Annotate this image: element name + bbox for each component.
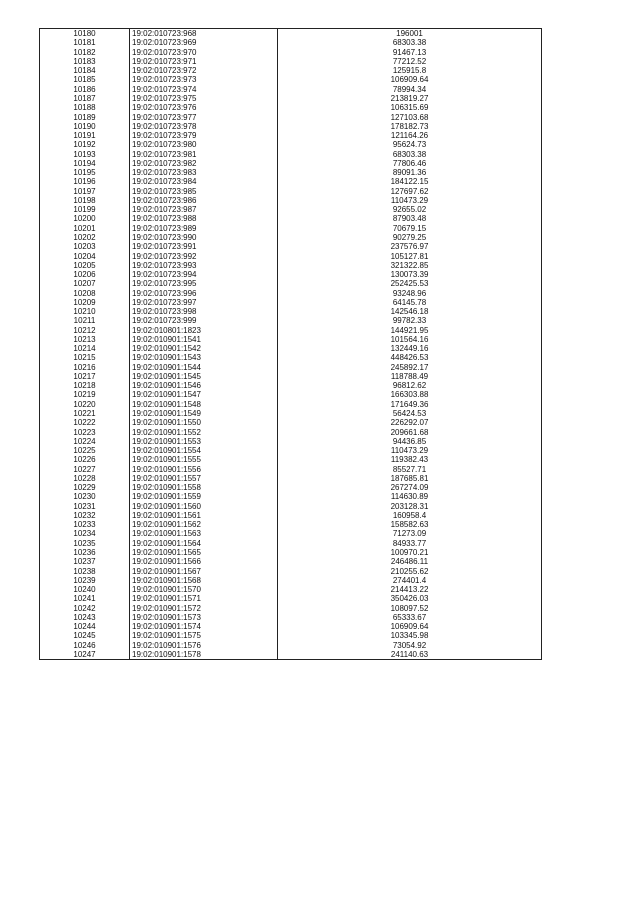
table-row (40, 548, 542, 557)
row-number-cell: 10219 (40, 390, 130, 399)
cadastral-number-cell: 19:02:010723:986 (130, 196, 278, 205)
table-row (40, 641, 542, 650)
row-number-cell: 10239 (40, 576, 130, 585)
document-page (39, 28, 542, 660)
value-cell: 90279.25 (278, 233, 542, 242)
table-row (40, 427, 542, 436)
table-row (40, 483, 542, 492)
value-cell: 132449.16 (278, 344, 542, 353)
value-cell: 118788.49 (278, 372, 542, 381)
value-cell: 246486.11 (278, 557, 542, 566)
cadastral-number-cell: 19:02:010723:970 (130, 48, 278, 57)
cadastral-number-cell: 19:02:010901:1547 (130, 390, 278, 399)
cadastral-number-cell: 19:02:010901:1572 (130, 603, 278, 612)
table-row (40, 529, 542, 538)
cadastral-number-cell: 19:02:010901:1556 (130, 464, 278, 473)
table-row (40, 103, 542, 112)
table-row (40, 363, 542, 372)
value-cell: 196001 (278, 29, 542, 39)
table-row (40, 288, 542, 297)
value-cell: 241140.63 (278, 650, 542, 660)
row-number-cell: 10208 (40, 288, 130, 297)
cadastral-number-cell: 19:02:010901:1553 (130, 437, 278, 446)
cadastral-number-cell: 19:02:010723:972 (130, 66, 278, 75)
cadastral-number-cell: 19:02:010901:1565 (130, 548, 278, 557)
value-cell: 267274.09 (278, 483, 542, 492)
table-row (40, 502, 542, 511)
cadastral-number-cell: 19:02:010901:1546 (130, 381, 278, 390)
cadastral-number-cell: 19:02:010901:1567 (130, 566, 278, 575)
row-number-cell: 10182 (40, 48, 130, 57)
row-number-cell: 10205 (40, 261, 130, 270)
cadastral-number-cell: 19:02:010723:968 (130, 29, 278, 39)
value-cell: 71273.09 (278, 529, 542, 538)
cadastral-number-cell: 19:02:010723:977 (130, 112, 278, 121)
cadastral-number-cell: 19:02:010723:991 (130, 242, 278, 251)
table-row (40, 38, 542, 47)
row-number-cell: 10206 (40, 270, 130, 279)
cadastral-number-cell: 19:02:010901:1542 (130, 344, 278, 353)
value-cell: 73054.92 (278, 641, 542, 650)
table-row (40, 140, 542, 149)
table-row (40, 94, 542, 103)
value-cell: 85527.71 (278, 464, 542, 473)
table-row (40, 455, 542, 464)
value-cell: 142546.18 (278, 307, 542, 316)
value-cell: 178182.73 (278, 122, 542, 131)
table-row (40, 585, 542, 594)
table-row (40, 122, 542, 131)
row-number-cell: 10229 (40, 483, 130, 492)
table-row (40, 511, 542, 520)
cadastral-number-cell: 19:02:010901:1562 (130, 520, 278, 529)
table-row (40, 316, 542, 325)
value-cell: 237576.97 (278, 242, 542, 251)
table-row (40, 390, 542, 399)
row-number-cell: 10225 (40, 446, 130, 455)
row-number-cell: 10186 (40, 85, 130, 94)
row-number-cell: 10180 (40, 29, 130, 39)
row-number-cell: 10193 (40, 149, 130, 158)
row-number-cell: 10215 (40, 353, 130, 362)
table-row (40, 261, 542, 270)
cadastral-number-cell: 19:02:010901:1545 (130, 372, 278, 381)
value-cell: 89091.36 (278, 168, 542, 177)
row-number-cell: 10194 (40, 159, 130, 168)
cadastral-number-cell: 19:02:010901:1564 (130, 539, 278, 548)
value-cell: 70679.15 (278, 224, 542, 233)
value-cell: 127697.62 (278, 187, 542, 196)
table-row (40, 326, 542, 335)
value-cell: 110473.29 (278, 446, 542, 455)
table-row (40, 159, 542, 168)
value-cell: 114630.89 (278, 492, 542, 501)
table-row (40, 29, 542, 39)
row-number-cell: 10247 (40, 650, 130, 660)
value-cell: 93248.96 (278, 288, 542, 297)
table-row (40, 381, 542, 390)
value-cell: 105127.81 (278, 251, 542, 260)
value-cell: 68303.38 (278, 38, 542, 47)
cadastral-number-cell: 19:02:010901:1571 (130, 594, 278, 603)
row-number-cell: 10202 (40, 233, 130, 242)
cadastral-number-cell: 19:02:010723:990 (130, 233, 278, 242)
row-number-cell: 10233 (40, 520, 130, 529)
row-number-cell: 10214 (40, 344, 130, 353)
value-cell: 210255.62 (278, 566, 542, 575)
cadastral-number-cell: 19:02:010901:1575 (130, 631, 278, 640)
value-cell: 101564.16 (278, 335, 542, 344)
row-number-cell: 10184 (40, 66, 130, 75)
row-number-cell: 10204 (40, 251, 130, 260)
table-row (40, 75, 542, 84)
table-row (40, 437, 542, 446)
cadastral-number-cell: 19:02:010723:974 (130, 85, 278, 94)
table-row (40, 520, 542, 529)
value-cell: 68303.38 (278, 149, 542, 158)
cadastral-number-cell: 19:02:010723:994 (130, 270, 278, 279)
row-number-cell: 10191 (40, 131, 130, 140)
row-number-cell: 10242 (40, 603, 130, 612)
table-body (40, 29, 542, 660)
value-cell: 106909.64 (278, 622, 542, 631)
cadastral-number-cell: 19:02:010723:969 (130, 38, 278, 47)
row-number-cell: 10188 (40, 103, 130, 112)
cadastral-number-cell: 19:02:010723:983 (130, 168, 278, 177)
cadastral-number-cell: 19:02:010723:998 (130, 307, 278, 316)
table-row (40, 492, 542, 501)
table-row (40, 335, 542, 344)
cadastral-number-cell: 19:02:010901:1573 (130, 613, 278, 622)
value-cell: 96812.62 (278, 381, 542, 390)
cadastral-number-cell: 19:02:010723:979 (130, 131, 278, 140)
value-cell: 87903.48 (278, 214, 542, 223)
row-number-cell: 10232 (40, 511, 130, 520)
row-number-cell: 10241 (40, 594, 130, 603)
cadastral-number-cell: 19:02:010723:984 (130, 177, 278, 186)
cadastral-number-cell: 19:02:010723:975 (130, 94, 278, 103)
row-number-cell: 10234 (40, 529, 130, 538)
table-row (40, 307, 542, 316)
value-cell: 274401.4 (278, 576, 542, 585)
table-row (40, 298, 542, 307)
value-cell: 187685.81 (278, 474, 542, 483)
cadastral-number-cell: 19:02:010723:995 (130, 279, 278, 288)
row-number-cell: 10245 (40, 631, 130, 640)
cadastral-number-cell: 19:02:010723:989 (130, 224, 278, 233)
table-row (40, 131, 542, 140)
value-cell: 91467.13 (278, 48, 542, 57)
table-row (40, 85, 542, 94)
table-row (40, 539, 542, 548)
table-row (40, 251, 542, 260)
row-number-cell: 10216 (40, 363, 130, 372)
value-cell: 64145.78 (278, 298, 542, 307)
row-number-cell: 10189 (40, 112, 130, 121)
table-row (40, 372, 542, 381)
cadastral-number-cell: 19:02:010901:1541 (130, 335, 278, 344)
cadastral-number-cell: 19:02:010901:1559 (130, 492, 278, 501)
cadastral-number-cell: 19:02:010901:1554 (130, 446, 278, 455)
value-cell: 448426.53 (278, 353, 542, 362)
value-cell: 121164.26 (278, 131, 542, 140)
value-cell: 110473.29 (278, 196, 542, 205)
row-number-cell: 10187 (40, 94, 130, 103)
table-row (40, 196, 542, 205)
cadastral-number-cell: 19:02:010723:992 (130, 251, 278, 260)
cadastral-number-cell: 19:02:010723:973 (130, 75, 278, 84)
row-number-cell: 10230 (40, 492, 130, 501)
cadastral-number-cell: 19:02:010723:981 (130, 149, 278, 158)
row-number-cell: 10228 (40, 474, 130, 483)
cadastral-number-cell: 19:02:010901:1555 (130, 455, 278, 464)
table-row (40, 57, 542, 66)
row-number-cell: 10246 (40, 641, 130, 650)
row-number-cell: 10238 (40, 566, 130, 575)
row-number-cell: 10237 (40, 557, 130, 566)
value-cell: 127103.68 (278, 112, 542, 121)
cadastral-number-cell: 19:02:010901:1576 (130, 641, 278, 650)
cadastral-number-cell: 19:02:010723:996 (130, 288, 278, 297)
row-number-cell: 10198 (40, 196, 130, 205)
table-row (40, 418, 542, 427)
table-row (40, 187, 542, 196)
table-row (40, 622, 542, 631)
table-row (40, 576, 542, 585)
row-number-cell: 10222 (40, 418, 130, 427)
cadastral-number-cell: 19:02:010723:993 (130, 261, 278, 270)
table-row (40, 112, 542, 121)
row-number-cell: 10207 (40, 279, 130, 288)
row-number-cell: 10221 (40, 409, 130, 418)
cadastral-number-cell: 19:02:010901:1550 (130, 418, 278, 427)
cadastral-number-cell: 19:02:010901:1560 (130, 502, 278, 511)
value-cell: 84933.77 (278, 539, 542, 548)
row-number-cell: 10199 (40, 205, 130, 214)
cadastral-number-cell: 19:02:010901:1566 (130, 557, 278, 566)
row-number-cell: 10236 (40, 548, 130, 557)
table-row (40, 603, 542, 612)
cadastral-number-cell: 19:02:010723:976 (130, 103, 278, 112)
cadastral-number-cell: 19:02:010901:1574 (130, 622, 278, 631)
table-row (40, 594, 542, 603)
value-cell: 77212.52 (278, 57, 542, 66)
row-number-cell: 10185 (40, 75, 130, 84)
cadastral-number-cell: 19:02:010723:982 (130, 159, 278, 168)
value-cell: 94436.85 (278, 437, 542, 446)
row-number-cell: 10224 (40, 437, 130, 446)
row-number-cell: 10212 (40, 326, 130, 335)
cadastral-number-cell: 19:02:010901:1563 (130, 529, 278, 538)
value-cell: 252425.53 (278, 279, 542, 288)
row-number-cell: 10209 (40, 298, 130, 307)
value-cell: 184122.15 (278, 177, 542, 186)
cadastral-number-cell: 19:02:010723:985 (130, 187, 278, 196)
cadastral-number-cell: 19:02:010723:999 (130, 316, 278, 325)
value-cell: 203128.31 (278, 502, 542, 511)
value-cell: 226292.07 (278, 418, 542, 427)
value-cell: 245892.17 (278, 363, 542, 372)
value-cell: 213819.27 (278, 94, 542, 103)
value-cell: 350426.03 (278, 594, 542, 603)
table-row (40, 344, 542, 353)
value-cell: 125915.8 (278, 66, 542, 75)
table-row (40, 233, 542, 242)
value-cell: 160958.4 (278, 511, 542, 520)
cadastral-number-cell: 19:02:010723:980 (130, 140, 278, 149)
row-number-cell: 10220 (40, 400, 130, 409)
value-cell: 171649.36 (278, 400, 542, 409)
value-cell: 166303.88 (278, 390, 542, 399)
row-number-cell: 10217 (40, 372, 130, 381)
value-cell: 92655.02 (278, 205, 542, 214)
table-row (40, 566, 542, 575)
table-row (40, 446, 542, 455)
cadastral-number-cell: 19:02:010723:987 (130, 205, 278, 214)
value-cell: 321322.85 (278, 261, 542, 270)
cadastral-number-cell: 19:02:010723:971 (130, 57, 278, 66)
table-row (40, 48, 542, 57)
value-cell: 119382.43 (278, 455, 542, 464)
table-row (40, 464, 542, 473)
cadastral-number-cell: 19:02:010723:997 (130, 298, 278, 307)
row-number-cell: 10201 (40, 224, 130, 233)
row-number-cell: 10240 (40, 585, 130, 594)
value-cell: 65333.67 (278, 613, 542, 622)
row-number-cell: 10218 (40, 381, 130, 390)
row-number-cell: 10227 (40, 464, 130, 473)
row-number-cell: 10192 (40, 140, 130, 149)
row-number-cell: 10203 (40, 242, 130, 251)
value-cell: 214413.22 (278, 585, 542, 594)
table-row (40, 149, 542, 158)
row-number-cell: 10197 (40, 187, 130, 196)
table-row (40, 631, 542, 640)
row-number-cell: 10211 (40, 316, 130, 325)
row-number-cell: 10190 (40, 122, 130, 131)
cadastral-number-cell: 19:02:010901:1558 (130, 483, 278, 492)
cadastral-number-cell: 19:02:010723:988 (130, 214, 278, 223)
value-cell: 78994.34 (278, 85, 542, 94)
table-row (40, 214, 542, 223)
value-cell: 103345.98 (278, 631, 542, 640)
table-row (40, 353, 542, 362)
row-number-cell: 10183 (40, 57, 130, 66)
value-cell: 144921.95 (278, 326, 542, 335)
row-number-cell: 10235 (40, 539, 130, 548)
cadastral-number-cell: 19:02:010901:1543 (130, 353, 278, 362)
cadastral-number-cell: 19:02:010901:1557 (130, 474, 278, 483)
table-row (40, 400, 542, 409)
row-number-cell: 10213 (40, 335, 130, 344)
table-row (40, 177, 542, 186)
row-number-cell: 10196 (40, 177, 130, 186)
cadastral-number-cell: 19:02:010901:1548 (130, 400, 278, 409)
row-number-cell: 10200 (40, 214, 130, 223)
row-number-cell: 10243 (40, 613, 130, 622)
table-row (40, 270, 542, 279)
value-cell: 106315.69 (278, 103, 542, 112)
cadastral-number-cell: 19:02:010901:1549 (130, 409, 278, 418)
cadastral-number-cell: 19:02:010801:1823 (130, 326, 278, 335)
table-row (40, 205, 542, 214)
row-number-cell: 10210 (40, 307, 130, 316)
cadastral-number-cell: 19:02:010901:1561 (130, 511, 278, 520)
table-row (40, 168, 542, 177)
cadastral-value-table (39, 28, 542, 660)
value-cell: 56424.53 (278, 409, 542, 418)
table-row (40, 650, 542, 660)
row-number-cell: 10231 (40, 502, 130, 511)
cadastral-number-cell: 19:02:010901:1544 (130, 363, 278, 372)
value-cell: 77806.46 (278, 159, 542, 168)
row-number-cell: 10244 (40, 622, 130, 631)
row-number-cell: 10181 (40, 38, 130, 47)
row-number-cell: 10223 (40, 427, 130, 436)
cadastral-number-cell: 19:02:010901:1568 (130, 576, 278, 585)
value-cell: 106909.64 (278, 75, 542, 84)
value-cell: 108097.52 (278, 603, 542, 612)
value-cell: 158582.63 (278, 520, 542, 529)
table-row (40, 557, 542, 566)
value-cell: 95624.73 (278, 140, 542, 149)
table-row (40, 409, 542, 418)
value-cell: 209661.68 (278, 427, 542, 436)
table-row (40, 242, 542, 251)
table-row (40, 279, 542, 288)
row-number-cell: 10195 (40, 168, 130, 177)
row-number-cell: 10226 (40, 455, 130, 464)
table-row (40, 474, 542, 483)
table-row (40, 66, 542, 75)
cadastral-number-cell: 19:02:010901:1570 (130, 585, 278, 594)
value-cell: 100970.21 (278, 548, 542, 557)
table-row (40, 224, 542, 233)
value-cell: 130073.39 (278, 270, 542, 279)
cadastral-number-cell: 19:02:010723:978 (130, 122, 278, 131)
cadastral-number-cell: 19:02:010901:1552 (130, 427, 278, 436)
table-row (40, 613, 542, 622)
cadastral-number-cell: 19:02:010901:1578 (130, 650, 278, 660)
value-cell: 99782.33 (278, 316, 542, 325)
